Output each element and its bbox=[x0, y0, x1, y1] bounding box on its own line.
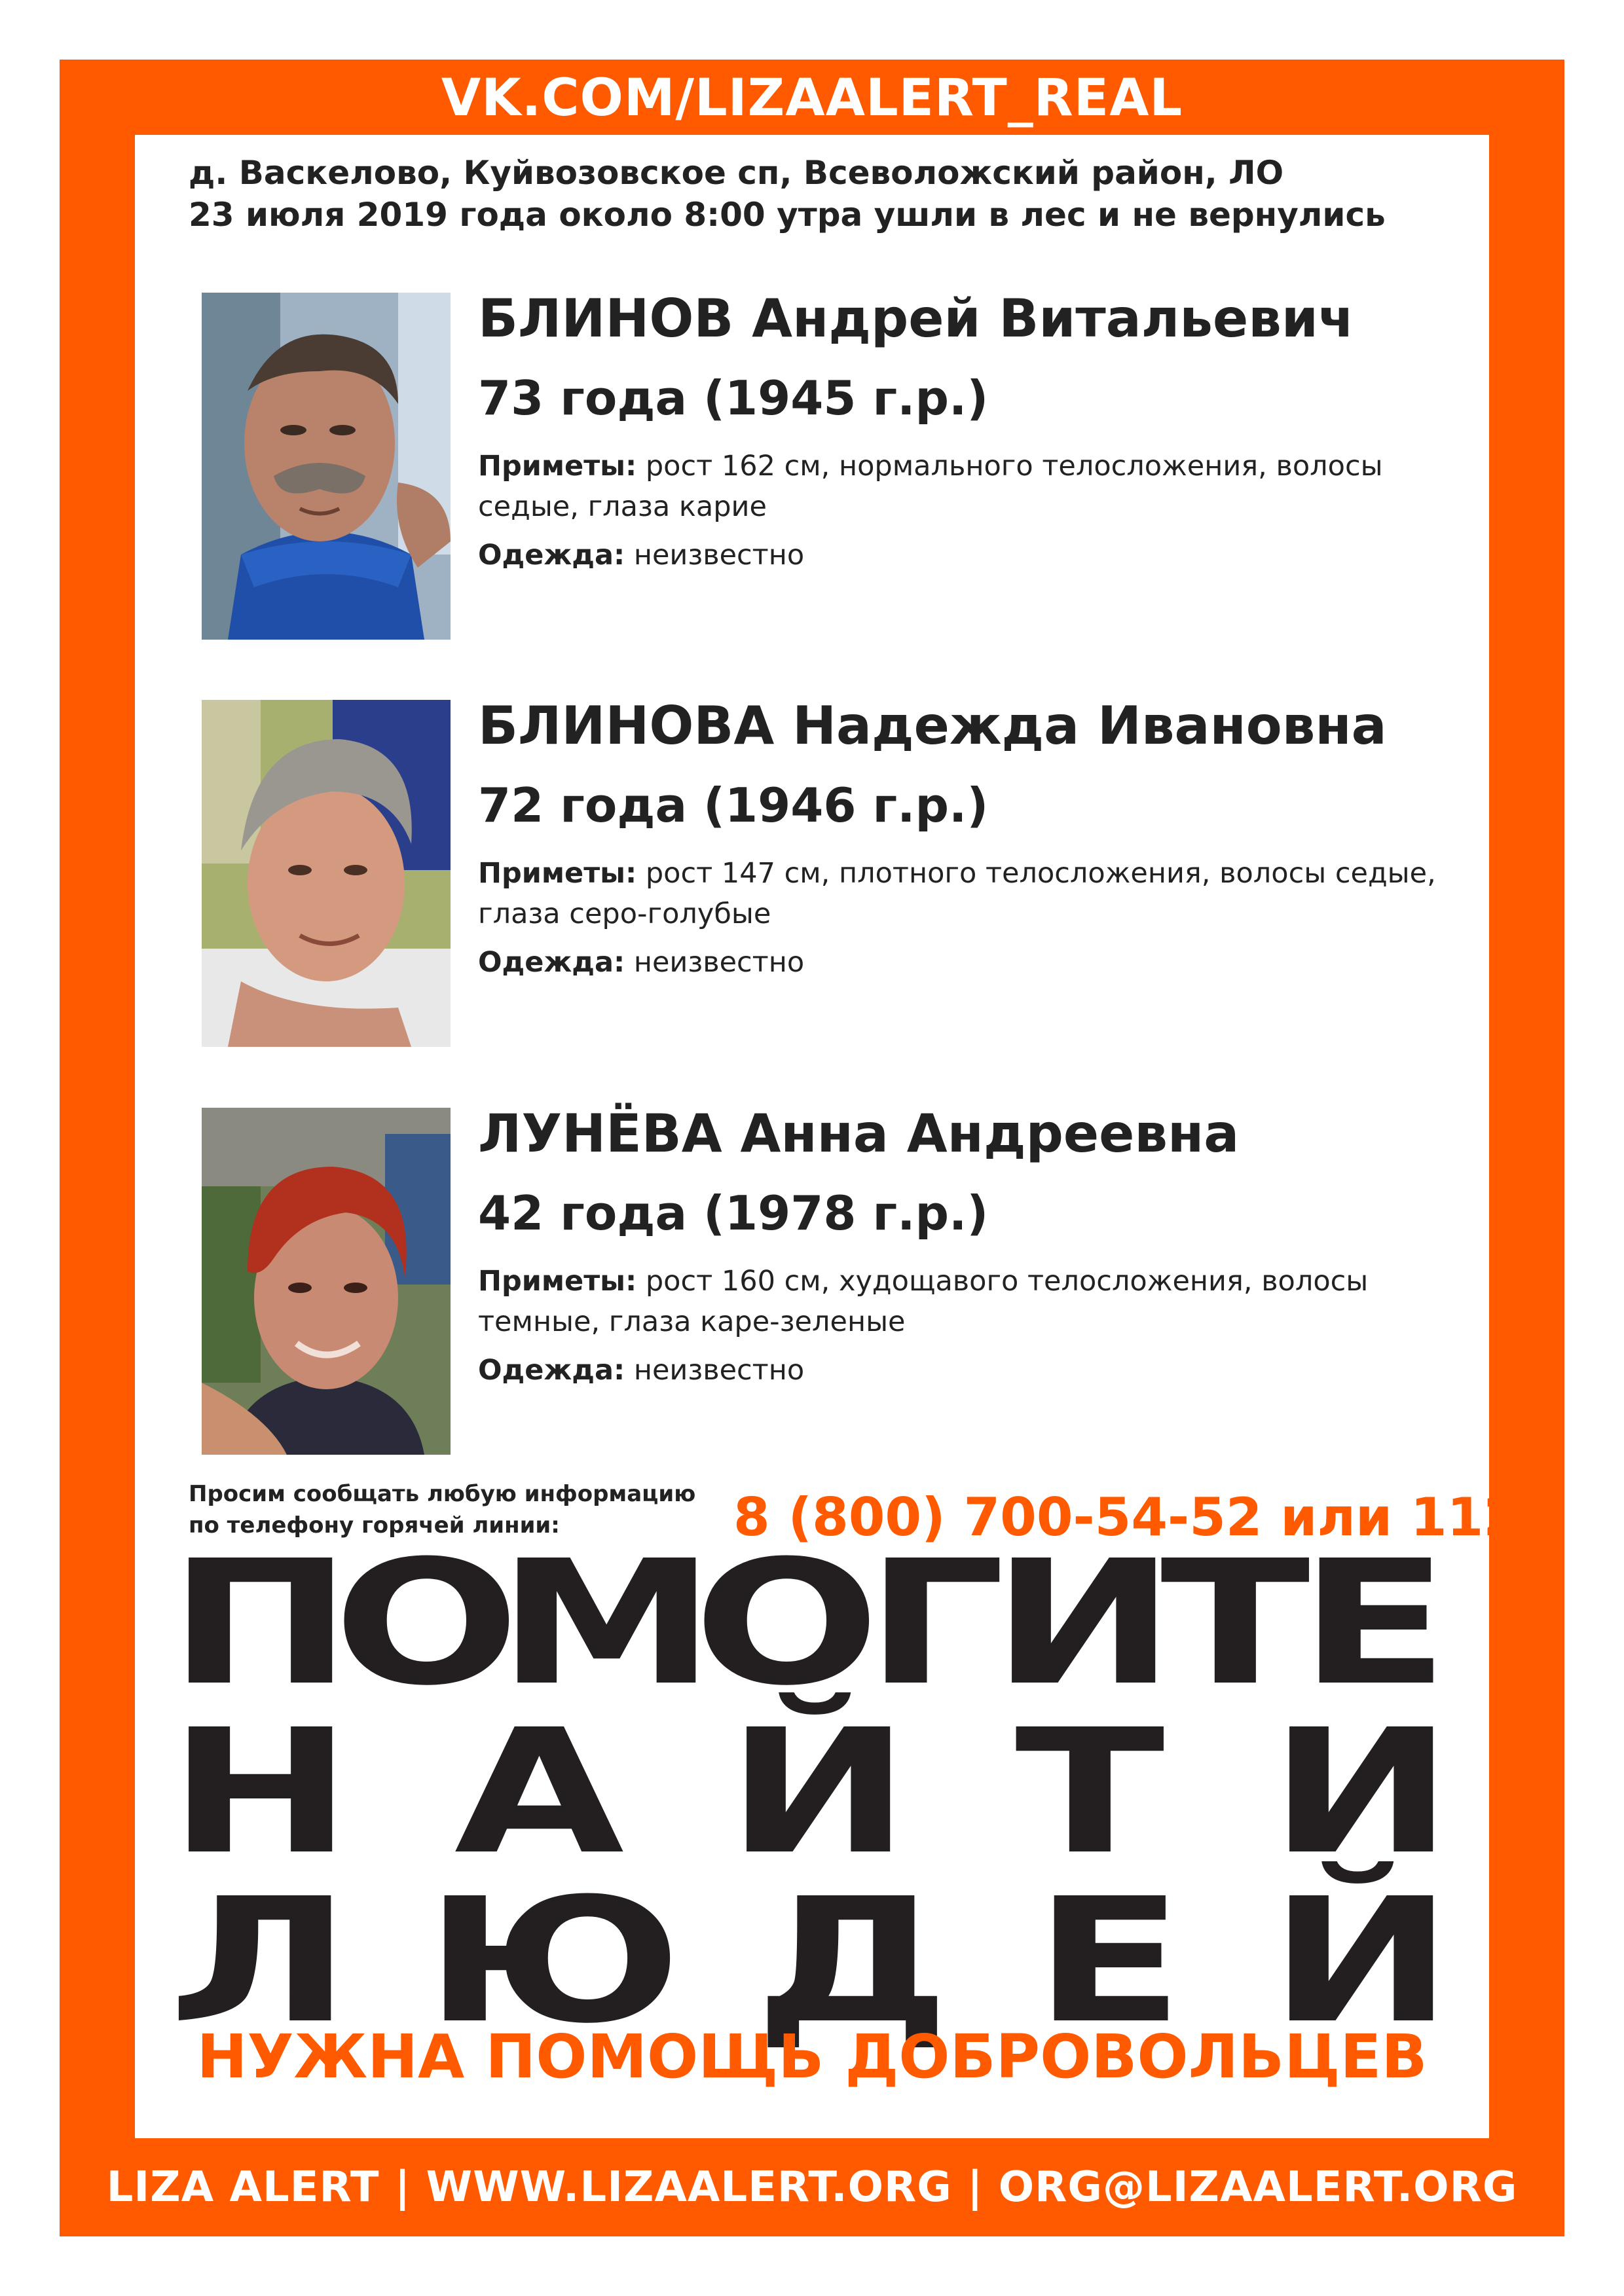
hotline-request-line-2: по телефону горячей линии: bbox=[189, 1512, 560, 1539]
hotline-request-line-1: Просим сообщать любую информацию bbox=[189, 1481, 696, 1507]
incident-location bbox=[189, 152, 1433, 236]
headline-letter: И bbox=[1268, 1692, 1453, 1892]
person-photo-1 bbox=[202, 293, 451, 640]
headline-letter: О bbox=[333, 1523, 521, 1723]
headline-letter: А bbox=[454, 1692, 625, 1892]
signs-label: Приметы: bbox=[478, 857, 637, 890]
person-signs-1 bbox=[478, 446, 1447, 527]
headline-letter: Й bbox=[1268, 1861, 1453, 2061]
person-name-1: БЛИНОВ Андрей Витальевич bbox=[478, 288, 1354, 349]
clothes-text: неизвестно bbox=[625, 946, 805, 979]
person-name-2: БЛИНОВА Надежда Ивановна bbox=[478, 695, 1387, 756]
signs-text: рост 147 см, плотного телосложения, волосы седые, глаза серо-голубые bbox=[478, 857, 1436, 930]
person-age-2: 72 года (1946 г.р.) bbox=[478, 778, 989, 833]
hotline-phone[interactable]: 8 (800) 700-54-52 или 112 bbox=[733, 1487, 1520, 1548]
headline-find bbox=[168, 1692, 1453, 1892]
headline-letter: Г bbox=[865, 1523, 1006, 1723]
clothes-label: Одежда: bbox=[478, 539, 625, 572]
location-address: д. Васкелово, Куйвозовское сп, Всеволожский район, ЛО bbox=[189, 154, 1284, 192]
clothes-text: неизвестно bbox=[625, 539, 805, 572]
headline-letter: П bbox=[168, 1523, 352, 1723]
footer-contacts[interactable]: LIZA ALERT | WWW.LIZAALERT.ORG | ORG@LIZAALERT.ORG bbox=[106, 2163, 1518, 2212]
headline-letter: Е bbox=[1033, 1861, 1184, 2061]
headline-letter: Т bbox=[1160, 1523, 1311, 1723]
person-age-1: 73 года (1945 г.р.) bbox=[478, 371, 989, 426]
headline-letter: Н bbox=[168, 1692, 352, 1892]
headline-letter: О bbox=[693, 1523, 880, 1723]
person-clothes-3 bbox=[478, 1350, 804, 1391]
signs-label: Приметы: bbox=[478, 1265, 637, 1298]
headline-letter: Л bbox=[168, 1861, 352, 2061]
headline-letter: Й bbox=[726, 1692, 911, 1892]
headline-letter: Т bbox=[1014, 1692, 1165, 1892]
incident-description: 23 июля 2019 года около 8:00 утра ушли в лес и не вернулись bbox=[189, 196, 1386, 234]
signs-label: Приметы: bbox=[478, 450, 637, 483]
headline-letter: Ю bbox=[424, 1861, 683, 2061]
signs-text: рост 160 см, худощавого телосложения, волосы темные, глаза каре-зеленые bbox=[478, 1265, 1369, 1338]
person-clothes-1 bbox=[478, 535, 804, 575]
person-photo-2 bbox=[202, 700, 451, 1047]
person-photo-3 bbox=[202, 1108, 451, 1455]
person-signs-2 bbox=[478, 853, 1447, 934]
headline-letter: Е bbox=[1299, 1523, 1450, 1723]
headline-letter: Д bbox=[754, 1861, 950, 2061]
person-clothes-2 bbox=[478, 942, 804, 983]
person-age-3: 42 года (1978 г.р.) bbox=[478, 1186, 989, 1241]
clothes-text: неизвестно bbox=[625, 1354, 805, 1387]
clothes-label: Одежда: bbox=[478, 1354, 625, 1387]
person-signs-3 bbox=[478, 1261, 1447, 1342]
person-name-3: ЛУНЁВА Анна Андреевна bbox=[478, 1103, 1240, 1164]
signs-text: рост 162 см, нормального телосложения, волосы седые, глаза карие bbox=[478, 450, 1383, 523]
vk-link[interactable]: VK.COM/LIZAALERT_REAL bbox=[441, 69, 1183, 128]
clothes-label: Одежда: bbox=[478, 946, 625, 979]
headline-letter: И bbox=[991, 1523, 1176, 1723]
volunteers-needed: НУЖНА ПОМОЩЬ ДОБРОВОЛЬЦЕВ bbox=[196, 2022, 1428, 2092]
headline-letter: М bbox=[497, 1523, 716, 1723]
